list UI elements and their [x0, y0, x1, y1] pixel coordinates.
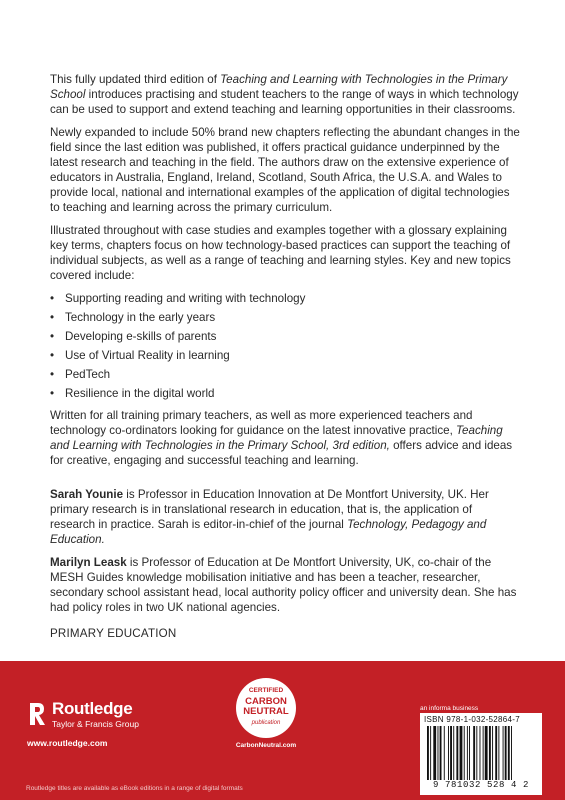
book-title: Teaching and Learning with Technologies in the Primary School, 3rd edition, — [50, 424, 503, 452]
publisher-name: Routledge — [52, 699, 133, 718]
badge-carbon-neutral — [236, 697, 296, 717]
list-item: • Resilience in the digital world — [50, 386, 520, 401]
back-cover-text — [50, 72, 520, 623]
barcode-icon — [427, 726, 537, 780]
badge-url: CarbonNeutral.com — [235, 742, 297, 749]
text-span: offers advice and ideas for creative, engaging and successful teaching and learning. — [50, 439, 513, 467]
carbon-neutral-badge — [236, 678, 296, 738]
ebook-note: Routledge titles are available as eBook editions in a range of digital formats — [26, 785, 243, 792]
text-span: Written for all training primary teachers, as well as more experienced teachers and technology co-ordinators looking for guidance on the latest innovative practice, — [50, 409, 473, 437]
journal-title: Technology, Pedagogy and Education. — [50, 518, 487, 546]
badge-line: CARBON — [245, 696, 287, 707]
list-item: • Developing e-skills of parents — [50, 329, 520, 344]
publisher-group: Taylor & Francis Group — [52, 719, 139, 729]
list-item: • Use of Virtual Reality in learning — [50, 348, 520, 363]
text-span: is Professor of Education at De Montfort University, UK, co-chair of the MESH Guides knowledge mobilisation initiative and has been a teacher, researcher, secondary school assistant head, local authority policy officer and university dean. She has had policy roles in two UK national agencies. — [50, 556, 517, 614]
author-name: Marilyn Leask — [50, 556, 127, 569]
author-bio-2 — [50, 555, 520, 615]
description-paragraph-1 — [50, 72, 520, 117]
author-bio-1 — [50, 487, 520, 547]
text-span: This fully updated third edition of — [50, 73, 221, 86]
publisher-band — [0, 661, 565, 800]
list-item: • PedTech — [50, 367, 520, 382]
badge-line: NEUTRAL — [243, 706, 289, 717]
barcode-box — [420, 713, 542, 795]
topics-list — [50, 291, 520, 401]
barcode-digits: 9 781032 528 4 2 — [432, 780, 529, 790]
badge-certified: CERTIFIED — [248, 687, 284, 694]
book-title: Teaching and Learning with Technologies in the Primary School — [50, 73, 508, 101]
isbn-text: ISBN 978-1-032-52864-7 — [424, 715, 520, 724]
subject-category: PRIMARY EDUCATION — [50, 627, 177, 640]
description-paragraph-2: Newly expanded to include 50% brand new chapters reflecting the abundant changes in the field since the last edition was published, it offers practical guidance underpinned by the latest research and teaching in the field. The authors draw on the extensive experience of educators in Australia, England, Ireland, Scotland, South Africa, the U.S.A. and Wales to provide local, national and international examples of the application of digital technologies to teaching and learning across the primary curriculum. — [50, 126, 520, 214]
list-item: • Supporting reading and writing with technology — [50, 291, 520, 306]
list-item: • Technology in the early years — [50, 310, 520, 325]
publisher-url[interactable]: www.routledge.com — [27, 738, 108, 748]
text-span: introduces practising and student teachers to the range of ways in which technology can be used to support and extend teaching and learning opportunities in their classrooms. — [50, 88, 519, 116]
author-name: Sarah Younie — [50, 488, 124, 501]
informa-label: an informa business — [420, 705, 479, 712]
badge-publication: publication — [251, 720, 281, 726]
description-paragraph-4 — [50, 408, 520, 468]
text-span: is Professor in Education Innovation at De Montfort University, UK. Her primary research is in translational research in education, that is, the application of research in practice. Sarah is editor-in-chief of the journal — [50, 488, 489, 531]
description-paragraph-3: Illustrated throughout with case studies and examples together with a glossary explaining key terms, chapters focus on how technology-based practices can support the teaching of individual subjects, as well as a range of teaching and learning styles. Key and new topics covered include: — [50, 224, 511, 282]
routledge-logo-icon — [27, 701, 47, 727]
